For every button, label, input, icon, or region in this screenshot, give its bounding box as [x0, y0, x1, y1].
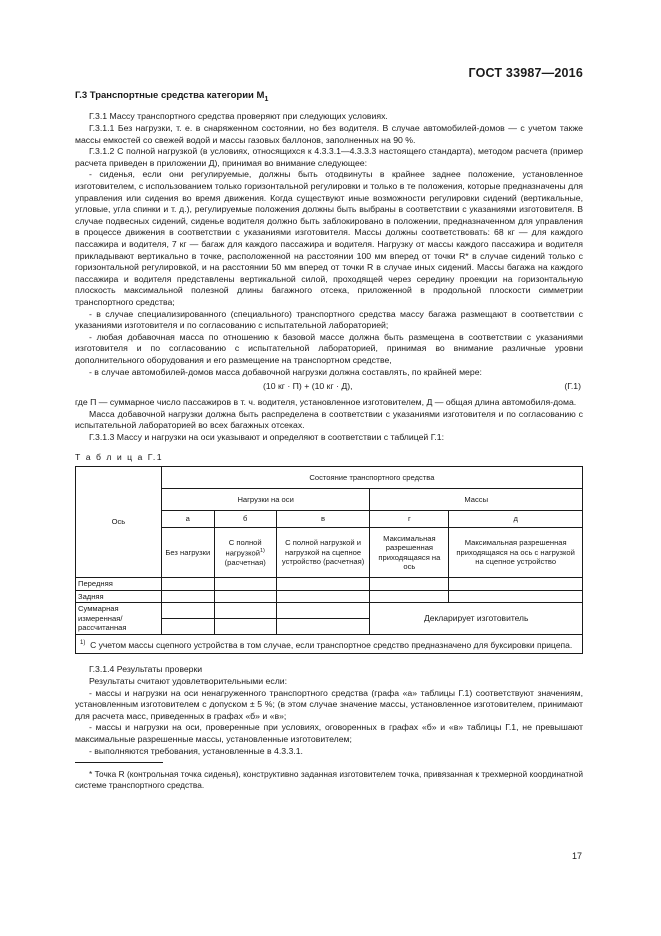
- table-footnote: $^{1)}$ С учетом массы сцепного устройства в том случае, если транспортное средство предназначено для буксировки прицепа.: [76, 634, 583, 654]
- results-intro: Результаты считают удовлетворительными если:: [89, 676, 288, 687]
- table-cell: [276, 603, 370, 619]
- row-label-front: Передняя: [76, 578, 162, 591]
- paragraph-additional-load: Масса добавочной нагрузки должна быть распределена в соответствии с указаниями изготовителя и по согласованию с испытательной лабораторией во всех багажных отсеках.: [75, 408, 583, 431]
- section-title: Г.3 Транспортные средства категории $М_1$: [75, 90, 269, 103]
- formula-g1: [75, 381, 583, 394]
- row-label-rear: Задняя: [76, 590, 162, 603]
- table-cell: [449, 590, 583, 603]
- table-cell: [161, 618, 214, 634]
- table-cell: [449, 578, 583, 591]
- table-cell: [276, 618, 370, 634]
- page-number: 17: [571, 851, 582, 861]
- paragraph-g31: Г.3.1 Массу транспортного средства проверяют при следующих условиях.: [89, 111, 388, 122]
- table-cell: [214, 578, 276, 591]
- result-item: - массы и нагрузки на оси ненагруженного транспортного средства (графа «а» таблицы Г.1) соответствуют значениям, установленным изготовителем с допуском ± 5 %; (в этом случае значение массы, установленное изготовителем, принимают для расчета масс, приведенных в графах «б» и «в»;: [75, 687, 583, 721]
- table-cell: [370, 578, 449, 591]
- column-letter: д: [449, 511, 583, 528]
- table-cell: [370, 590, 449, 603]
- bullet-additional-mass: - любая добавочная масса по отношению к базовой массе должна быть размещена в соответствии с указаниями изготовителя и по согласованию с испытательной лабораторией, принимая во внимание различные уровни дополнительного оборудования и его размещение на транспортном средстве,: [75, 331, 583, 365]
- formula-expression: (10 кг · П) + (10 кг · Д),: [263, 381, 353, 392]
- declared-by-manufacturer: Декларирует изготовитель: [370, 603, 583, 635]
- paragraph-g313: Г.3.1.3 Массу и нагрузки на оси указывают и определяют в соответствии с таблицей Г.1:: [89, 431, 444, 442]
- column-header-e: Максимальная разрешенная приходящаяся на ось с нагрузкой на сцепное устройство: [449, 528, 583, 578]
- bullet-special-vehicle: - в случае специализированного (специального) транспортного средства массу багажа размещают в соответствии с указаниями изготовителя и по согласованию с испытательной лабораторией;: [75, 308, 583, 331]
- table-cell: [276, 578, 370, 591]
- paragraph-g312: Г.3.1.2 С полной нагрузкой (в условиях, относящихся к 4.3.3.1—4.3.3.3 настоящего стандарта), методом расчета (пример расчета приведен в приложении Д), принимая во внимание следующее:: [75, 146, 583, 168]
- formula-legend: где П — суммарное число пассажиров в т. ч. водителя, установленное изготовителем, Д — общая длина автомобиля-дома.: [75, 397, 577, 408]
- table-g1: [75, 466, 583, 654]
- footnote-point-r: * Точка R (контрольная точка сиденья), конструктивно заданная изготовителем точка, привязанная к трехмерной координатной системе транспортного средства.: [75, 769, 583, 791]
- table-cell: [214, 590, 276, 603]
- axis-header: Ось: [76, 467, 162, 578]
- table-cell: [161, 590, 214, 603]
- state-header: Состояние транспортного средства: [161, 467, 582, 489]
- footnote-separator: [75, 762, 163, 763]
- table-cell: [161, 603, 214, 619]
- table-cell: [161, 578, 214, 591]
- result-item: - выполняются требования, установленные в 4.3.3.1.: [89, 745, 303, 756]
- table-cell: [276, 590, 370, 603]
- result-item: - массы и нагрузки на оси, проверенные при условиях, оговоренных в графах «б» и «в» таблицы Г.1, не превышают максимальные разрешенные массы, установленные изготовителем;: [75, 722, 583, 744]
- table-cell: [214, 603, 276, 619]
- column-header-c: С полной нагрузкой и нагрузкой на сцепное устройство (расчетная): [276, 528, 370, 578]
- masses-header: Массы: [370, 489, 583, 511]
- standard-header: ГОСТ 33987—2016: [468, 66, 583, 80]
- document-body: [75, 90, 583, 791]
- column-letter: а: [161, 511, 214, 528]
- paragraph-g311: Г.3.1.1 Без нагрузки, т. е. в снаряженном состоянии, но без водителя. В случае автомобилей-домов — с учетом также массы емкостей со свежей водой и массы газовых баллонов, заполненных на 90 %.: [75, 123, 583, 145]
- column-header-a: Без нагрузки: [161, 528, 214, 578]
- bullet-motorhome: - в случае автомобилей-домов масса добавочной нагрузки должна составлять, по крайней мере:: [89, 366, 482, 377]
- column-header-d: Максимальная разрешенная приходящаяся на ось: [370, 528, 449, 578]
- column-header-b: С полной нагрузкой$^{1)}$ (расчетная): [214, 528, 276, 578]
- formula-number: (Г.1): [564, 381, 581, 392]
- column-letter: в: [276, 511, 370, 528]
- column-letter: б: [214, 511, 276, 528]
- results-title: Г.3.1.4 Результаты проверки: [89, 664, 203, 675]
- loads-header: Нагрузки на оси: [161, 489, 370, 511]
- row-label-total: Суммарная измеренная/рассчитанная: [76, 603, 162, 635]
- table-caption: Т а б л и ц а Г.1: [75, 451, 164, 462]
- bullet-seats: - сиденья, если они регулируемые, должны быть отодвинуты в крайнее заднее положение, установленное изготовителем, с использованием только горизонтальной регулировки и только в те положения, которые предназначены для управления или сидения во время движения. Когда существуют иные возможности регулировки сидений (вертикальные, угловые, угла спинки и т. д.), регулируемые положения должны быть выбраны в соответствии с указаниями изготовителя. В случае подвесных сидений, сиденье водителя должно быть заблокировано в положении, предназначенном для управления в процессе движения в соответствии с указаниями изготовителя. Массы должны соответствовать: 68 кг — для каждого пассажира и водителя, 7 кг — багаж для каждого пассажира и водителя. Нагрузку от массы каждого пассажира и водителя прикладывают вертикально в точке, расположенной на расстоянии 100 мм вперед от точки R* в случае сидений только с горизонтальной регулировкой, и на расстоянии 50 мм вперед от точки R в случае иных сидений. Массы багажа на каждого пассажира и водителя представлены вертикальной силой, проходящей через середину проекции на горизонтальную плоскость максимальной полезной длины багажного отсека, приложенной в продольной плоскости симметрии транспортного средства;: [75, 169, 583, 307]
- column-letter: г: [370, 511, 449, 528]
- table-cell: [214, 618, 276, 634]
